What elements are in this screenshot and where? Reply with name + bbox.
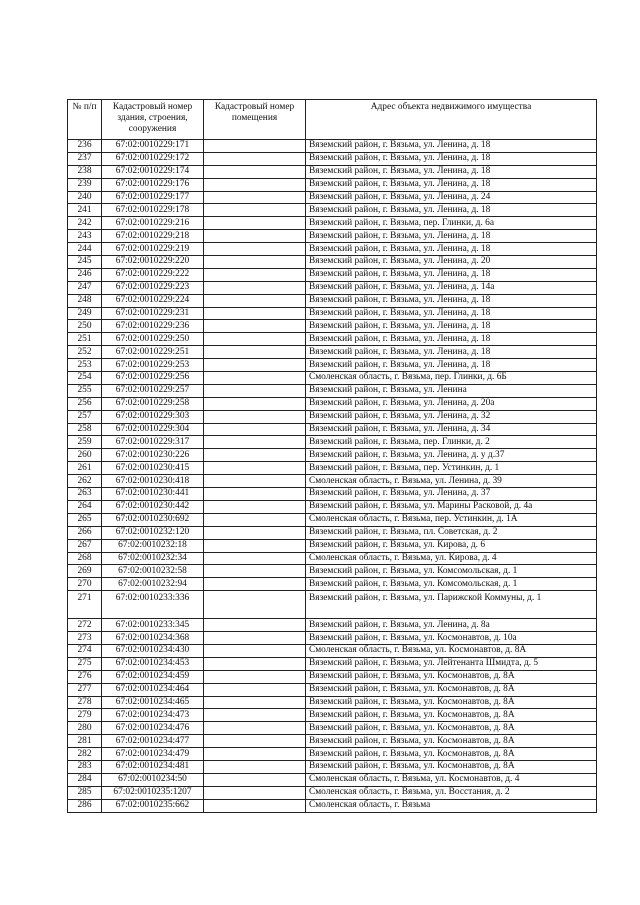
- address-cell: Вяземский район, г. Вязьма, ул. Ленина, д. 18: [306, 346, 597, 359]
- building-cadastral-cell: 67:02:0010234:453: [102, 657, 204, 670]
- row-number-cell: 279: [68, 709, 102, 722]
- address-cell: Вяземский район, г. Вязьма, ул. Ленина, д. 18: [306, 165, 597, 178]
- room-cadastral-cell: [204, 165, 306, 178]
- property-register-table: [67, 99, 597, 813]
- row-number-cell: 260: [68, 449, 102, 462]
- room-cadastral-cell: [204, 359, 306, 372]
- address-cell: Вяземский район, г. Вязьма, ул. Космонавтов, д. 8А: [306, 670, 597, 683]
- room-cadastral-cell: [204, 333, 306, 346]
- room-cadastral-cell: [204, 320, 306, 333]
- address-cell: Вяземский район, г. Вязьма, ул. Космонавтов, д. 8А: [306, 709, 597, 722]
- address-cell: Вяземский район, г. Вязьма, ул. Ленина, д. 20а: [306, 397, 597, 410]
- row-number-cell: 246: [68, 268, 102, 281]
- address-cell: Смоленская область, г. Вязьма, пер. Устинкин, д. 1А: [306, 513, 597, 526]
- address-cell: Вяземский район, г. Вязьма, ул. Марины Расковой, д. 4а: [306, 500, 597, 513]
- room-cadastral-cell: [204, 786, 306, 799]
- address-cell: Вяземский район, г. Вязьма, ул. Ленина, д. 18: [306, 320, 597, 333]
- address-cell: Вяземский район, г. Вязьма, ул. Ленина, д. 32: [306, 410, 597, 423]
- address-cell: Вяземский район, г. Вязьма, ул. Ленина, д. 37: [306, 488, 597, 501]
- building-cadastral-cell: 67:02:0010229:219: [102, 243, 204, 256]
- building-cadastral-cell: 67:02:0010229:236: [102, 320, 204, 333]
- building-cadastral-cell: 67:02:0010232:120: [102, 526, 204, 539]
- room-cadastral-cell: [204, 632, 306, 645]
- table-row: [68, 578, 597, 591]
- room-cadastral-cell: [204, 696, 306, 709]
- table-row: [68, 565, 597, 578]
- table-row: [68, 372, 597, 385]
- header-building-cadastral: Кадастровый номер здания, строения, сооружения: [102, 100, 204, 140]
- room-cadastral-cell: [204, 591, 306, 619]
- row-number-cell: 285: [68, 786, 102, 799]
- building-cadastral-cell: 67:02:0010229:224: [102, 294, 204, 307]
- table-row: [68, 359, 597, 372]
- address-cell: Смоленская область, г. Вязьма, ул. Кирова, д. 4: [306, 552, 597, 565]
- building-cadastral-cell: 67:02:0010229:256: [102, 372, 204, 385]
- row-number-cell: 273: [68, 632, 102, 645]
- address-cell: Вяземский район, г. Вязьма, ул. Комсомольская, д. 1: [306, 578, 597, 591]
- table-row: [68, 384, 597, 397]
- row-number-cell: 243: [68, 230, 102, 243]
- address-cell: Вяземский район, г. Вязьма, ул. Парижской Коммуны, д. 1: [306, 591, 597, 619]
- building-cadastral-cell: 67:02:0010230:441: [102, 488, 204, 501]
- header-address: Адрес объекта недвижимого имущества: [306, 100, 597, 140]
- building-cadastral-cell: 67:02:0010229:223: [102, 281, 204, 294]
- building-cadastral-cell: 67:02:0010229:174: [102, 165, 204, 178]
- table-row: [68, 152, 597, 165]
- row-number-cell: 278: [68, 696, 102, 709]
- row-number-cell: 276: [68, 670, 102, 683]
- table-row: [68, 423, 597, 436]
- address-cell: Вяземский район, г. Вязьма, ул. Космонавтов, д. 8А: [306, 735, 597, 748]
- table-row: [68, 191, 597, 204]
- room-cadastral-cell: [204, 217, 306, 230]
- row-number-cell: 280: [68, 722, 102, 735]
- room-cadastral-cell: [204, 281, 306, 294]
- address-cell: Вяземский район, г. Вязьма, ул. Кирова, д. 6: [306, 539, 597, 552]
- table-row: [68, 410, 597, 423]
- room-cadastral-cell: [204, 204, 306, 217]
- address-cell: Смоленская область, г. Вязьма, ул. Космонавтов, д. 4: [306, 773, 597, 786]
- row-number-cell: 248: [68, 294, 102, 307]
- row-number-cell: 236: [68, 140, 102, 153]
- building-cadastral-cell: 67:02:0010229:220: [102, 256, 204, 269]
- room-cadastral-cell: [204, 513, 306, 526]
- table-row: [68, 488, 597, 501]
- building-cadastral-cell: 67:02:0010233:345: [102, 619, 204, 632]
- table-row: [68, 165, 597, 178]
- row-number-cell: 258: [68, 423, 102, 436]
- room-cadastral-cell: [204, 735, 306, 748]
- table-row: [68, 268, 597, 281]
- row-number-cell: 286: [68, 799, 102, 812]
- building-cadastral-cell: 67:02:0010234:50: [102, 773, 204, 786]
- table-row: [68, 462, 597, 475]
- room-cadastral-cell: [204, 410, 306, 423]
- room-cadastral-cell: [204, 346, 306, 359]
- room-cadastral-cell: [204, 475, 306, 488]
- table-body: [68, 140, 597, 813]
- row-number-cell: 269: [68, 565, 102, 578]
- row-number-cell: 245: [68, 256, 102, 269]
- address-cell: Вяземский район, г. Вязьма, ул. Ленина, д. 18: [306, 359, 597, 372]
- room-cadastral-cell: [204, 773, 306, 786]
- address-cell: Вяземский район, г. Вязьма, ул. Ленина, д. 18: [306, 333, 597, 346]
- table-row: [68, 204, 597, 217]
- address-cell: Вяземский район, г. Вязьма, ул. Космонавтов, д. 8А: [306, 683, 597, 696]
- table-row: [68, 709, 597, 722]
- building-cadastral-cell: 67:02:0010234:464: [102, 683, 204, 696]
- building-cadastral-cell: 67:02:0010229:250: [102, 333, 204, 346]
- address-cell: Вяземский район, г. Вязьма, пер. Устинкин, д. 1: [306, 462, 597, 475]
- address-cell: Вяземский район, г. Вязьма, ул. Лейтенанта Шмидта, д. 5: [306, 657, 597, 670]
- room-cadastral-cell: [204, 397, 306, 410]
- address-cell: Смоленская область, г. Вязьма: [306, 799, 597, 812]
- address-cell: Смоленская область, г. Вязьма, ул. Восстания, д. 2: [306, 786, 597, 799]
- address-cell: Вяземский район, г. Вязьма, ул. Ленина, д. 18: [306, 294, 597, 307]
- address-cell: Вяземский район, г. Вязьма, ул. Ленина, д. 8а: [306, 619, 597, 632]
- row-number-cell: 267: [68, 539, 102, 552]
- table-row: [68, 735, 597, 748]
- room-cadastral-cell: [204, 565, 306, 578]
- room-cadastral-cell: [204, 294, 306, 307]
- table-row: [68, 591, 597, 619]
- table-row: [68, 281, 597, 294]
- row-number-cell: 272: [68, 619, 102, 632]
- table-row: [68, 243, 597, 256]
- row-number-cell: 268: [68, 552, 102, 565]
- table-row: [68, 294, 597, 307]
- table-row: [68, 632, 597, 645]
- row-number-cell: 253: [68, 359, 102, 372]
- table-row: [68, 307, 597, 320]
- address-cell: Вяземский район, г. Вязьма, ул. Ленина, д. 24: [306, 191, 597, 204]
- row-number-cell: 275: [68, 657, 102, 670]
- table-row: [68, 500, 597, 513]
- room-cadastral-cell: [204, 760, 306, 773]
- room-cadastral-cell: [204, 256, 306, 269]
- table-row: [68, 256, 597, 269]
- row-number-cell: 266: [68, 526, 102, 539]
- room-cadastral-cell: [204, 384, 306, 397]
- address-cell: Вяземский район, г. Вязьма, пер. Глинки, д. 6а: [306, 217, 597, 230]
- table-row: [68, 320, 597, 333]
- room-cadastral-cell: [204, 657, 306, 670]
- building-cadastral-cell: 67:02:0010235:1207: [102, 786, 204, 799]
- room-cadastral-cell: [204, 488, 306, 501]
- room-cadastral-cell: [204, 178, 306, 191]
- room-cadastral-cell: [204, 191, 306, 204]
- row-number-cell: 259: [68, 436, 102, 449]
- row-number-cell: 249: [68, 307, 102, 320]
- room-cadastral-cell: [204, 619, 306, 632]
- row-number-cell: 238: [68, 165, 102, 178]
- room-cadastral-cell: [204, 722, 306, 735]
- address-cell: Смоленская область, г. Вязьма, пер. Глинки, д. 6Б: [306, 372, 597, 385]
- table-row: [68, 140, 597, 153]
- table-row: [68, 513, 597, 526]
- table-row: [68, 217, 597, 230]
- building-cadastral-cell: 67:02:0010234:430: [102, 644, 204, 657]
- building-cadastral-cell: 67:02:0010232:94: [102, 578, 204, 591]
- table-row: [68, 748, 597, 761]
- building-cadastral-cell: 67:02:0010230:226: [102, 449, 204, 462]
- building-cadastral-cell: 67:02:0010229:216: [102, 217, 204, 230]
- building-cadastral-cell: 67:02:0010234:465: [102, 696, 204, 709]
- table-row: [68, 526, 597, 539]
- table-row: [68, 696, 597, 709]
- table-row: [68, 786, 597, 799]
- address-cell: Вяземский район, г. Вязьма, ул. Ленина, д. 18: [306, 268, 597, 281]
- address-cell: Вяземский район, г. Вязьма, ул. Космонавтов, д. 8А: [306, 748, 597, 761]
- building-cadastral-cell: 67:02:0010229:172: [102, 152, 204, 165]
- table-row: [68, 449, 597, 462]
- table-header-row: [68, 100, 597, 140]
- row-number-cell: 239: [68, 178, 102, 191]
- building-cadastral-cell: 67:02:0010229:317: [102, 436, 204, 449]
- building-cadastral-cell: 67:02:0010234:473: [102, 709, 204, 722]
- row-number-cell: 283: [68, 760, 102, 773]
- address-cell: Смоленская область, г. Вязьма, ул. Космонавтов, д. 8А: [306, 644, 597, 657]
- address-cell: Вяземский район, г. Вязьма, ул. Ленина, д. 20: [306, 256, 597, 269]
- building-cadastral-cell: 67:02:0010229:257: [102, 384, 204, 397]
- table-row: [68, 722, 597, 735]
- room-cadastral-cell: [204, 709, 306, 722]
- building-cadastral-cell: 67:02:0010234:459: [102, 670, 204, 683]
- address-cell: Вяземский район, г. Вязьма, ул. Комсомольская, д. 1: [306, 565, 597, 578]
- row-number-cell: 265: [68, 513, 102, 526]
- address-cell: Вяземский район, г. Вязьма, ул. Ленина, д. 18: [306, 307, 597, 320]
- room-cadastral-cell: [204, 799, 306, 812]
- room-cadastral-cell: [204, 683, 306, 696]
- row-number-cell: 282: [68, 748, 102, 761]
- address-cell: Вяземский район, г. Вязьма, ул. Космонавтов, д. 8А: [306, 696, 597, 709]
- table-row: [68, 552, 597, 565]
- row-number-cell: 254: [68, 372, 102, 385]
- table-row: [68, 346, 597, 359]
- address-cell: Вяземский район, г. Вязьма, ул. Ленина, д. 34: [306, 423, 597, 436]
- table-row: [68, 799, 597, 812]
- address-cell: Вяземский район, г. Вязьма, ул. Ленина, д. 18: [306, 140, 597, 153]
- room-cadastral-cell: [204, 539, 306, 552]
- building-cadastral-cell: 67:02:0010229:258: [102, 397, 204, 410]
- address-cell: Вяземский район, г. Вязьма, ул. Ленина, д. у д.37: [306, 449, 597, 462]
- header-room-cadastral: Кадастровый номер помещения: [204, 100, 306, 140]
- room-cadastral-cell: [204, 307, 306, 320]
- table-row: [68, 436, 597, 449]
- room-cadastral-cell: [204, 268, 306, 281]
- building-cadastral-cell: 67:02:0010229:304: [102, 423, 204, 436]
- row-number-cell: 262: [68, 475, 102, 488]
- room-cadastral-cell: [204, 449, 306, 462]
- address-cell: Вяземский район, г. Вязьма, ул. Ленина: [306, 384, 597, 397]
- row-number-cell: 244: [68, 243, 102, 256]
- row-number-cell: 261: [68, 462, 102, 475]
- building-cadastral-cell: 67:02:0010230:418: [102, 475, 204, 488]
- building-cadastral-cell: 67:02:0010229:218: [102, 230, 204, 243]
- row-number-cell: 281: [68, 735, 102, 748]
- room-cadastral-cell: [204, 670, 306, 683]
- building-cadastral-cell: 67:02:0010234:481: [102, 760, 204, 773]
- building-cadastral-cell: 67:02:0010229:251: [102, 346, 204, 359]
- building-cadastral-cell: 67:02:0010229:178: [102, 204, 204, 217]
- building-cadastral-cell: 67:02:0010229:253: [102, 359, 204, 372]
- building-cadastral-cell: 67:02:0010229:303: [102, 410, 204, 423]
- row-number-cell: 264: [68, 500, 102, 513]
- table-row: [68, 683, 597, 696]
- row-number-cell: 251: [68, 333, 102, 346]
- row-number-cell: 255: [68, 384, 102, 397]
- row-number-cell: 277: [68, 683, 102, 696]
- row-number-cell: 271: [68, 591, 102, 619]
- table-row: [68, 475, 597, 488]
- building-cadastral-cell: 67:02:0010229:222: [102, 268, 204, 281]
- room-cadastral-cell: [204, 423, 306, 436]
- table-row: [68, 670, 597, 683]
- building-cadastral-cell: 67:02:0010232:34: [102, 552, 204, 565]
- address-cell: Вяземский район, г. Вязьма, ул. Космонавтов, д. 8А: [306, 722, 597, 735]
- table-row: [68, 539, 597, 552]
- address-cell: Вяземский район, г. Вязьма, ул. Ленина, д. 18: [306, 243, 597, 256]
- address-cell: Смоленская область, г. Вязьма, ул. Ленина, д. 39: [306, 475, 597, 488]
- room-cadastral-cell: [204, 644, 306, 657]
- address-cell: Вяземский район, г. Вязьма, ул. Космонавтов, д. 10а: [306, 632, 597, 645]
- row-number-cell: 257: [68, 410, 102, 423]
- table-row: [68, 773, 597, 786]
- address-cell: Вяземский район, г. Вязьма, ул. Ленина, д. 18: [306, 230, 597, 243]
- address-cell: Вяземский район, г. Вязьма, ул. Ленина, д. 18: [306, 178, 597, 191]
- building-cadastral-cell: 67:02:0010229:176: [102, 178, 204, 191]
- address-cell: Вяземский район, г. Вязьма, ул. Ленина, д. 14а: [306, 281, 597, 294]
- row-number-cell: 252: [68, 346, 102, 359]
- row-number-cell: 263: [68, 488, 102, 501]
- room-cadastral-cell: [204, 748, 306, 761]
- table-row: [68, 333, 597, 346]
- room-cadastral-cell: [204, 552, 306, 565]
- row-number-cell: 241: [68, 204, 102, 217]
- header-number: № п/п: [68, 100, 102, 140]
- building-cadastral-cell: 67:02:0010229:177: [102, 191, 204, 204]
- room-cadastral-cell: [204, 230, 306, 243]
- building-cadastral-cell: 67:02:0010230:415: [102, 462, 204, 475]
- building-cadastral-cell: 67:02:0010229:171: [102, 140, 204, 153]
- room-cadastral-cell: [204, 578, 306, 591]
- room-cadastral-cell: [204, 462, 306, 475]
- row-number-cell: 250: [68, 320, 102, 333]
- building-cadastral-cell: 67:02:0010232:58: [102, 565, 204, 578]
- table-row: [68, 178, 597, 191]
- room-cadastral-cell: [204, 436, 306, 449]
- row-number-cell: 240: [68, 191, 102, 204]
- address-cell: Вяземский район, г. Вязьма, пер. Глинки, д. 2: [306, 436, 597, 449]
- room-cadastral-cell: [204, 372, 306, 385]
- building-cadastral-cell: 67:02:0010233:336: [102, 591, 204, 619]
- table-row: [68, 230, 597, 243]
- building-cadastral-cell: 67:02:0010230:692: [102, 513, 204, 526]
- building-cadastral-cell: 67:02:0010234:368: [102, 632, 204, 645]
- row-number-cell: 256: [68, 397, 102, 410]
- address-cell: Вяземский район, г. Вязьма, ул. Космонавтов, д. 8А: [306, 760, 597, 773]
- room-cadastral-cell: [204, 140, 306, 153]
- row-number-cell: 284: [68, 773, 102, 786]
- row-number-cell: 237: [68, 152, 102, 165]
- table-row: [68, 760, 597, 773]
- address-cell: Вяземский район, г. Вязьма, ул. Ленина, д. 18: [306, 152, 597, 165]
- row-number-cell: 274: [68, 644, 102, 657]
- building-cadastral-cell: 67:02:0010230:442: [102, 500, 204, 513]
- room-cadastral-cell: [204, 243, 306, 256]
- row-number-cell: 247: [68, 281, 102, 294]
- address-cell: Вяземский район, г. Вязьма, пл. Советская, д. 2: [306, 526, 597, 539]
- row-number-cell: 270: [68, 578, 102, 591]
- building-cadastral-cell: 67:02:0010235:662: [102, 799, 204, 812]
- building-cadastral-cell: 67:02:0010234:476: [102, 722, 204, 735]
- building-cadastral-cell: 67:02:0010232:18: [102, 539, 204, 552]
- table-row: [68, 657, 597, 670]
- room-cadastral-cell: [204, 526, 306, 539]
- building-cadastral-cell: 67:02:0010234:479: [102, 748, 204, 761]
- table-row: [68, 644, 597, 657]
- building-cadastral-cell: 67:02:0010234:477: [102, 735, 204, 748]
- room-cadastral-cell: [204, 500, 306, 513]
- building-cadastral-cell: 67:02:0010229:231: [102, 307, 204, 320]
- row-number-cell: 242: [68, 217, 102, 230]
- table-row: [68, 619, 597, 632]
- room-cadastral-cell: [204, 152, 306, 165]
- address-cell: Вяземский район, г. Вязьма, ул. Ленина, д. 18: [306, 204, 597, 217]
- table-row: [68, 397, 597, 410]
